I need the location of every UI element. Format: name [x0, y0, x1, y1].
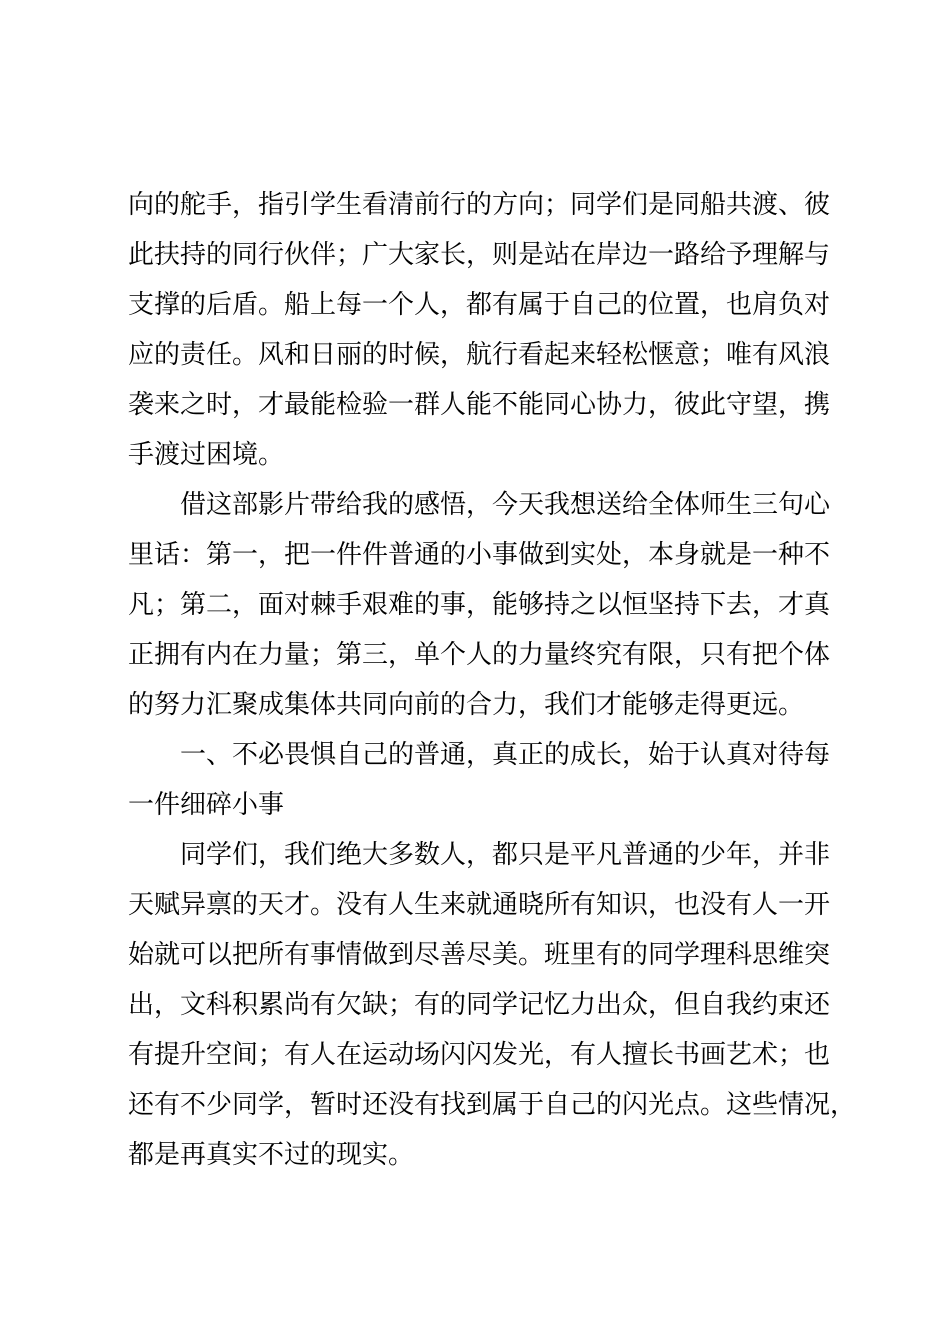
- paragraph-3: [128, 830, 857, 1180]
- text-line: 的努力汇聚成集体共同向前的合力，我们才能够走得更远。: [128, 690, 805, 720]
- text-line: 出，文科积累尚有欠缺；有的同学记忆力出众，但自我约束还: [128, 990, 831, 1020]
- heading-line: 一、不必畏惧自己的普通，真正的成长，始于认真对待每: [180, 740, 831, 770]
- text-line: 袭来之时，才最能检验一群人能不能同心协力，彼此守望，携: [128, 390, 831, 420]
- text-line: 正拥有内在力量；第三，单个人的力量终究有限，只有把个体: [128, 640, 831, 670]
- paragraph-2: [128, 480, 834, 730]
- text-line: 向的舵手，指引学生看清前行的方向；同学们是同船共渡、彼: [128, 190, 831, 220]
- paragraph-1: [128, 180, 834, 480]
- text-line: 此扶持的同行伙伴；广大家长，则是站在岸边一路给予理解与: [128, 240, 831, 270]
- text-line: 还有不少同学，暂时还没有找到属于自己的闪光点。这些情况，: [128, 1090, 857, 1120]
- text-line: 都是再真实不过的现实。: [128, 1140, 415, 1170]
- text-line: 支撑的后盾。船上每一个人，都有属于自己的位置，也肩负对: [128, 290, 831, 320]
- section-heading: [128, 730, 834, 830]
- text-line: 天赋异禀的天才。没有人生来就通晓所有知识，也没有人一开: [128, 890, 831, 920]
- heading-line: 一件细碎小事: [128, 790, 285, 820]
- text-line: 有提升空间；有人在运动场闪闪发光，有人擅长书画艺术；也: [128, 1040, 831, 1070]
- text-line: 手渡过困境。: [128, 440, 285, 470]
- text-line: 同学们，我们绝大多数人，都只是平凡普通的少年，并非: [180, 840, 831, 870]
- text-line: 应的责任。风和日丽的时候，航行看起来轻松惬意；唯有风浪: [128, 340, 831, 370]
- text-line: 凡；第二，面对棘手艰难的事，能够持之以恒坚持下去，才真: [128, 590, 831, 620]
- text-line: 里话：第一，把一件件普通的小事做到实处，本身就是一种不: [128, 540, 831, 570]
- text-line: 始就可以把所有事情做到尽善尽美。班里有的同学理科思维突: [128, 940, 831, 970]
- document-body: [128, 180, 857, 1180]
- text-line: 借这部影片带给我的感悟，今天我想送给全体师生三句心: [180, 490, 831, 520]
